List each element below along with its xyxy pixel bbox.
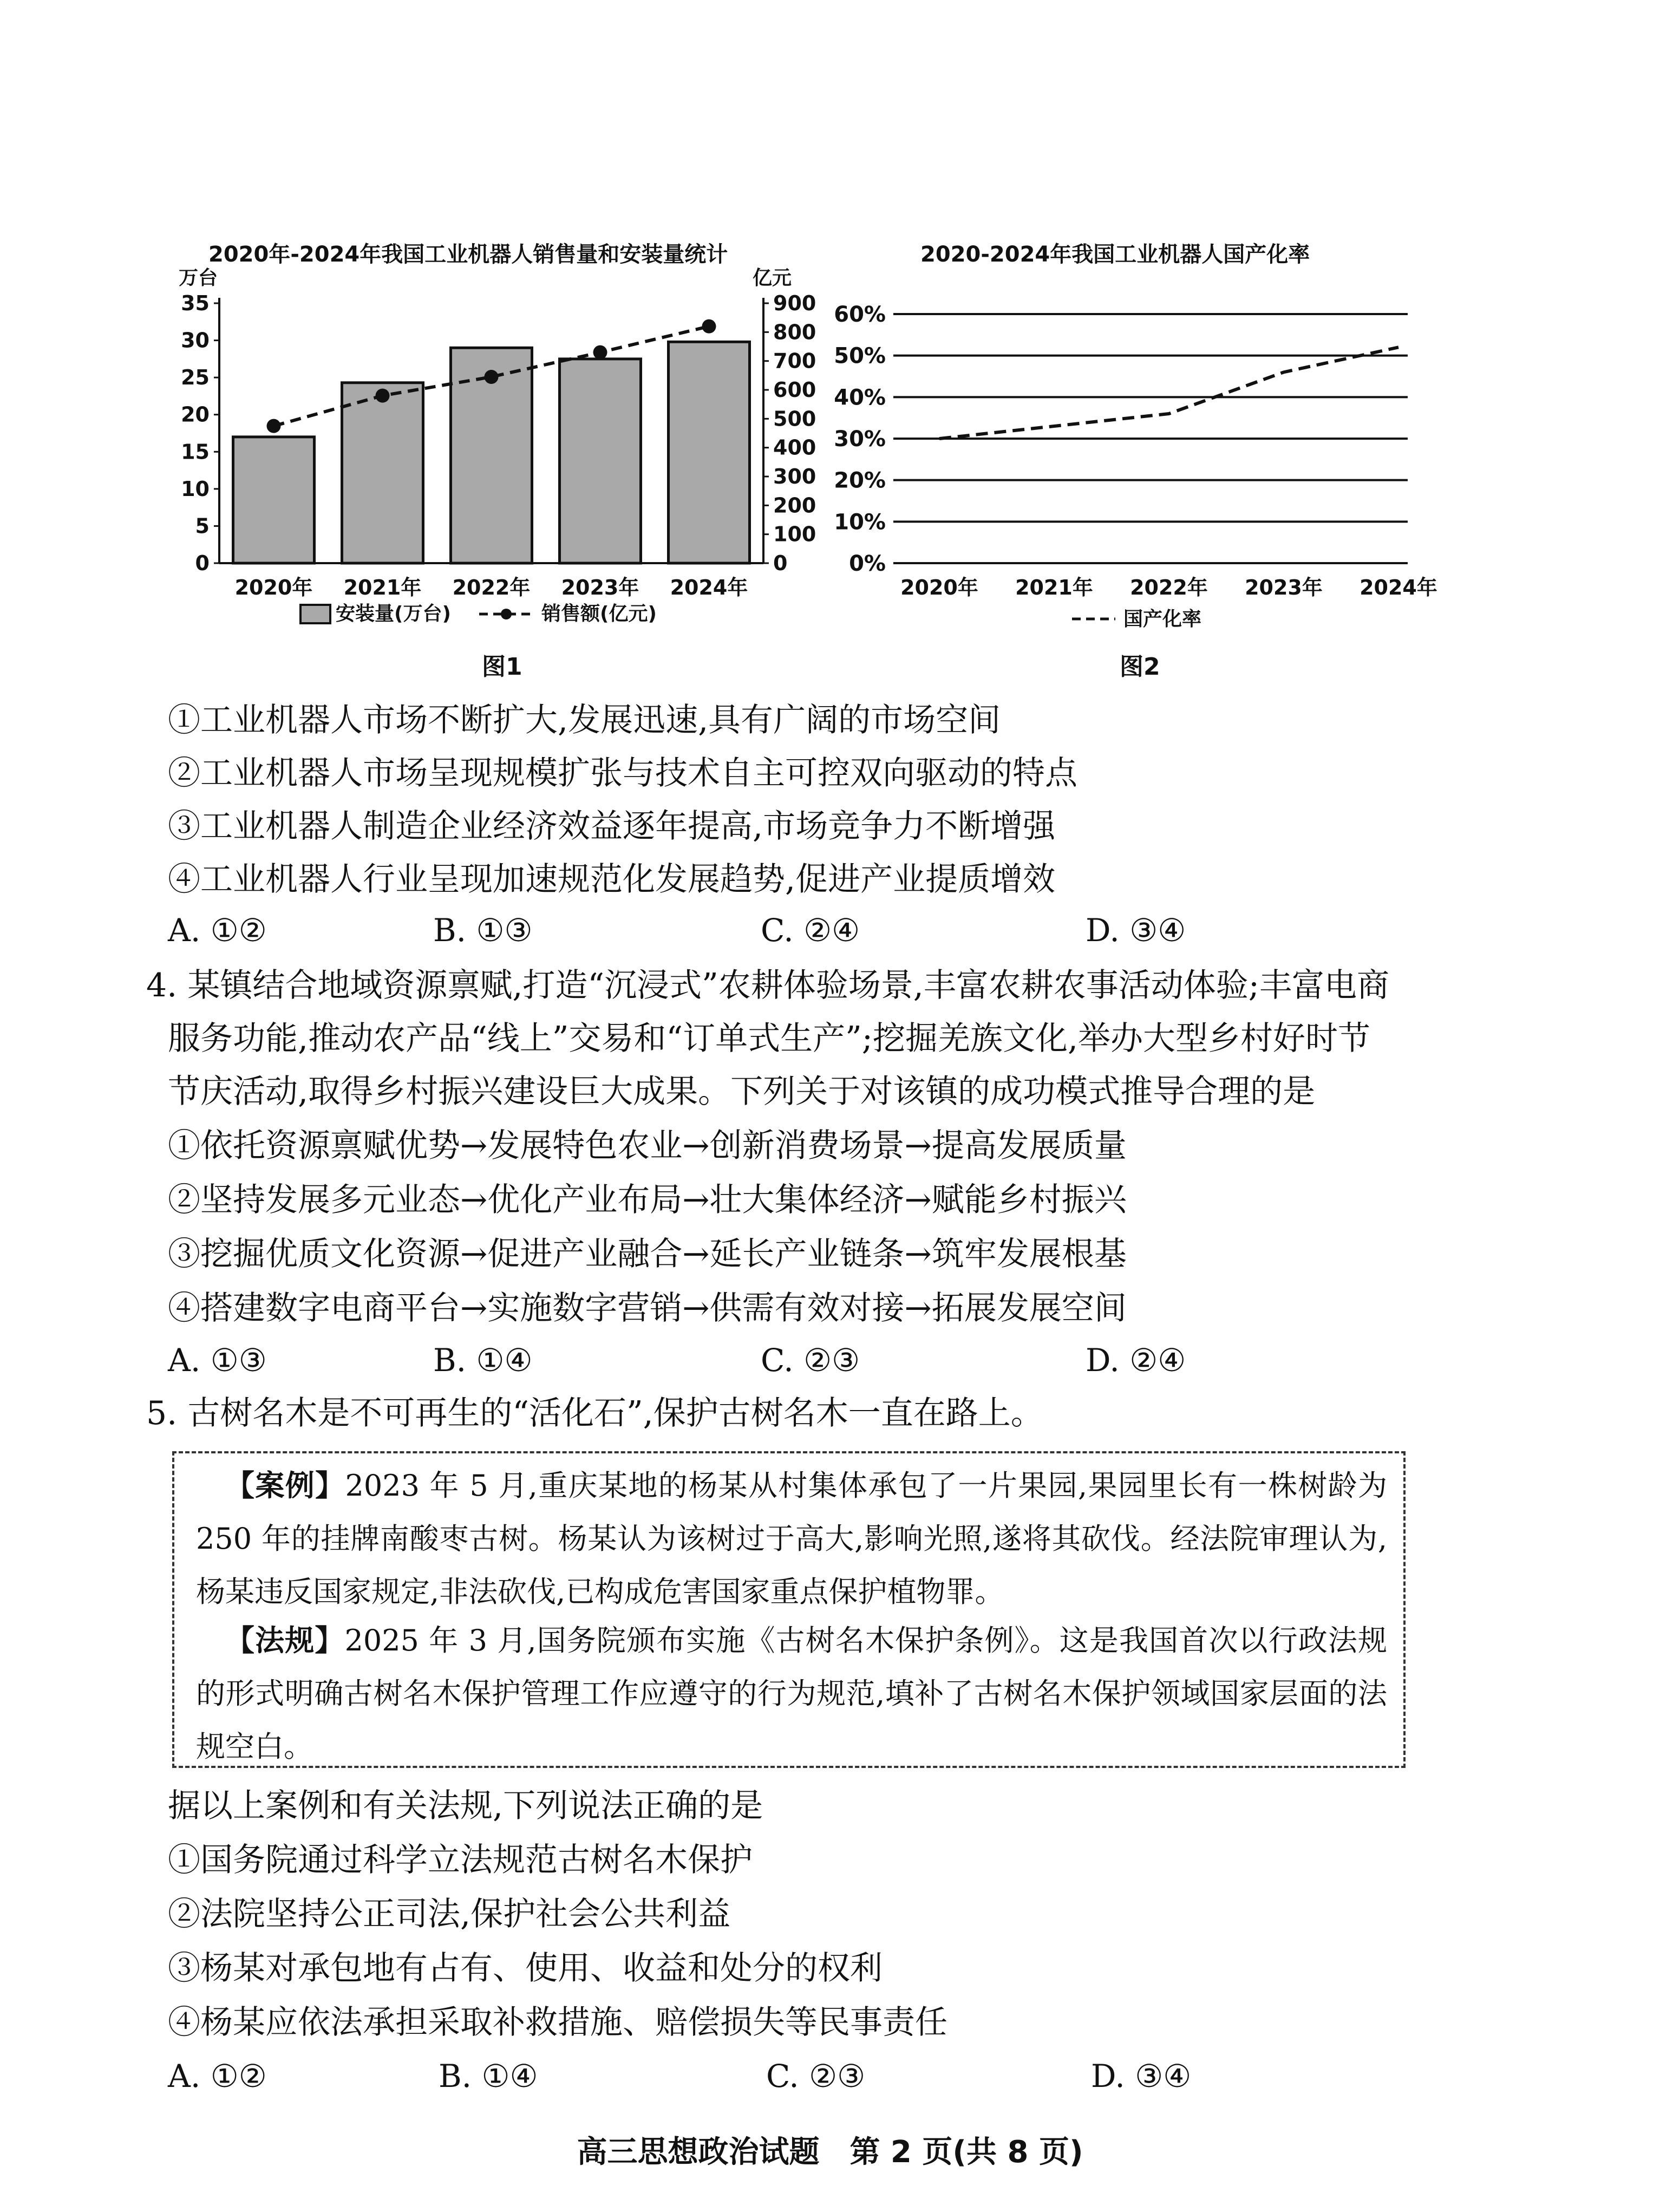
- y-left-tick-label: 0: [195, 551, 210, 575]
- q5-item-3: ③杨某对承包地有占有、使用、收益和处分的权利: [168, 1949, 883, 1987]
- sales-point: [267, 419, 281, 433]
- y-right-tick-label: 400: [773, 435, 816, 460]
- legend-bar-swatch: [300, 605, 330, 623]
- q4-option-c[interactable]: C. ②③: [761, 1342, 860, 1379]
- q4-stem-line-1: 4. 某镇结合地域资源禀赋,打造“沉浸式”农耕体验场景,丰富农耕农事活动体验;丰富电商: [146, 967, 1390, 1004]
- sales-point: [376, 389, 390, 403]
- y-right-tick-label: 800: [773, 320, 816, 344]
- y-tick-label: 40%: [834, 385, 886, 410]
- chart2-caption: 图2: [1120, 653, 1160, 681]
- x-tick-label: 2020年: [234, 576, 313, 599]
- y-right-tick-label: 600: [773, 378, 816, 402]
- x-tick-label: 2022年: [1130, 576, 1208, 599]
- q3-item-1: ①工业机器人市场不断扩大,发展迅速,具有广阔的市场空间: [168, 701, 1001, 739]
- law-label: 【法规】: [225, 1623, 345, 1658]
- q3-option-c[interactable]: C. ②④: [761, 912, 860, 949]
- bar-installations: [233, 437, 315, 563]
- line-localization-rate: [939, 347, 1398, 439]
- case-paragraph: [196, 1459, 1387, 1619]
- y-right-tick-label: 700: [773, 349, 816, 373]
- y-axis-left-unit: 万台: [179, 267, 218, 289]
- y-left-tick-label: 15: [181, 440, 210, 464]
- page-footer: 高三思想政治试题 第 2 页(共 8 页): [577, 2135, 1083, 2170]
- x-tick-label: 2021年: [1015, 576, 1093, 599]
- y-tick-label: 30%: [834, 427, 886, 452]
- y-right-tick-label: 900: [773, 291, 816, 315]
- q5-option-a[interactable]: A. ①②: [168, 2058, 267, 2094]
- legend-label: 国产化率: [1123, 608, 1202, 630]
- chart2-svg: [823, 282, 1437, 650]
- q4-item-4: ④搭建数字电商平台→实施数字营销→供需有效对接→拓展发展空间: [168, 1289, 1127, 1327]
- y-left-tick-label: 25: [181, 366, 210, 390]
- y-right-tick-label: 0: [773, 551, 788, 575]
- sales-point: [485, 370, 499, 384]
- chart1-caption: 图1: [482, 653, 522, 681]
- case-label: 【案例】: [225, 1468, 345, 1503]
- bar-installations: [669, 342, 750, 563]
- q5-question: 据以上案例和有关法规,下列说法正确的是: [168, 1787, 763, 1825]
- q4-item-3: ③挖掘优质文化资源→促进产业融合→延长产业链条→筑牢发展根基: [168, 1235, 1127, 1273]
- x-tick-label: 2024年: [670, 576, 748, 599]
- q4-option-d[interactable]: D. ②④: [1086, 1342, 1186, 1379]
- y-right-tick-label: 300: [773, 465, 816, 488]
- q4-option-b[interactable]: B. ①④: [433, 1342, 533, 1379]
- chart1-title: 2020年-2024年我国工业机器人销售量和安装量统计: [208, 242, 728, 267]
- y-left-tick-label: 10: [181, 477, 210, 501]
- case-box: [172, 1451, 1406, 1768]
- y-left-tick-label: 35: [181, 291, 210, 315]
- x-tick-label: 2023年: [1245, 576, 1323, 599]
- q5-option-c[interactable]: C. ②③: [766, 2058, 866, 2094]
- q5-item-1: ①国务院通过科学立法规范古树名木保护: [168, 1841, 753, 1879]
- q4-option-a[interactable]: A. ①③: [168, 1342, 267, 1379]
- y-axis-right-unit: 亿元: [753, 267, 792, 289]
- y-left-tick-label: 30: [181, 328, 210, 353]
- q3-item-2: ②工业机器人市场呈现规模扩张与技术自主可控双向驱动的特点: [168, 754, 1077, 792]
- y-tick-label: 20%: [834, 468, 886, 493]
- q3-item-3: ③工业机器人制造企业经济效益逐年提高,市场竞争力不断增强: [168, 807, 1056, 845]
- q5-item-2: ②法院坚持公正司法,保护社会公共利益: [168, 1895, 731, 1933]
- x-tick-label: 2024年: [1360, 576, 1437, 599]
- law-paragraph: [196, 1614, 1387, 1773]
- q5-option-b[interactable]: B. ①④: [439, 2058, 538, 2094]
- x-tick-label: 2021年: [343, 576, 422, 599]
- q3-item-4: ④工业机器人行业呈现加速规范化发展趋势,促进产业提质增效: [168, 860, 1056, 898]
- x-tick-label: 2023年: [561, 576, 639, 599]
- chart2-title: 2020-2024年我国工业机器人国产化率: [920, 242, 1310, 267]
- y-tick-label: 50%: [834, 343, 886, 369]
- chart1-svg: [162, 268, 823, 647]
- q4-stem-line-2: 服务功能,推动农产品“线上”交易和“订单式生产”;挖掘羌族文化,举办大型乡村好时节: [168, 1020, 1371, 1058]
- q4-item-1: ①依托资源禀赋优势→发展特色农业→创新消费场景→提高发展质量: [168, 1127, 1127, 1165]
- q5-item-4: ④杨某应依法承担采取补救措施、赔偿损失等民事责任: [168, 2004, 947, 2041]
- q3-option-a[interactable]: A. ①②: [168, 912, 267, 949]
- q4-options: [168, 1342, 1467, 1385]
- bar-installations: [342, 383, 423, 563]
- bar-installations: [560, 359, 641, 563]
- sales-point: [593, 345, 607, 360]
- y-right-tick-label: 100: [773, 522, 816, 546]
- q3-options: [168, 912, 1467, 955]
- legend-bar-label: 安装量(万台): [336, 603, 451, 625]
- q5-option-d[interactable]: D. ③④: [1091, 2058, 1192, 2094]
- legend-line-label: 销售额(亿元): [541, 603, 657, 625]
- legend-line-marker: [501, 609, 512, 619]
- x-tick-label: 2022年: [452, 576, 531, 599]
- y-right-tick-label: 500: [773, 407, 816, 431]
- q5-stem: 5. 古树名木是不可再生的“活化石”,保护古树名木一直在路上。: [146, 1394, 1043, 1432]
- case-text: 2023 年 5 月,重庆某地的杨某从村集体承包了一片果园,果园里长有一株树龄为 250 年的挂牌南酸枣古树。杨某认为该树过于高大,影响光照,遂将其砍伐。经法院审理认为,杨某违反国家规定,非法砍伐,已构成危害国家重点保护植物罪。: [196, 1469, 1387, 1609]
- law-text: 2025 年 3 月,国务院颁布实施《古树名木保护条例》。这是我国首次以行政法规的形式明确古树名木保护管理工作应遵守的行为规范,填补了古树名木保护领域国家层面的法规空白。: [196, 1623, 1387, 1764]
- q4-stem-line-3: 节庆活动,取得乡村振兴建设巨大成果。下列关于对该镇的成功模式推导合理的是: [168, 1073, 1316, 1111]
- y-left-tick-label: 5: [195, 514, 210, 538]
- y-tick-label: 0%: [849, 551, 886, 576]
- q3-option-d[interactable]: D. ③④: [1086, 912, 1186, 949]
- sales-point: [702, 319, 716, 334]
- y-right-tick-label: 200: [773, 493, 816, 518]
- q3-option-b[interactable]: B. ①③: [433, 912, 533, 949]
- x-tick-label: 2020年: [900, 576, 978, 599]
- q5-options: [168, 2058, 1467, 2101]
- y-tick-label: 60%: [834, 302, 886, 327]
- q4-item-2: ②坚持发展多元业态→优化产业布局→壮大集体经济→赋能乡村振兴: [168, 1181, 1127, 1219]
- y-tick-label: 10%: [834, 510, 886, 535]
- y-left-tick-label: 20: [181, 402, 210, 427]
